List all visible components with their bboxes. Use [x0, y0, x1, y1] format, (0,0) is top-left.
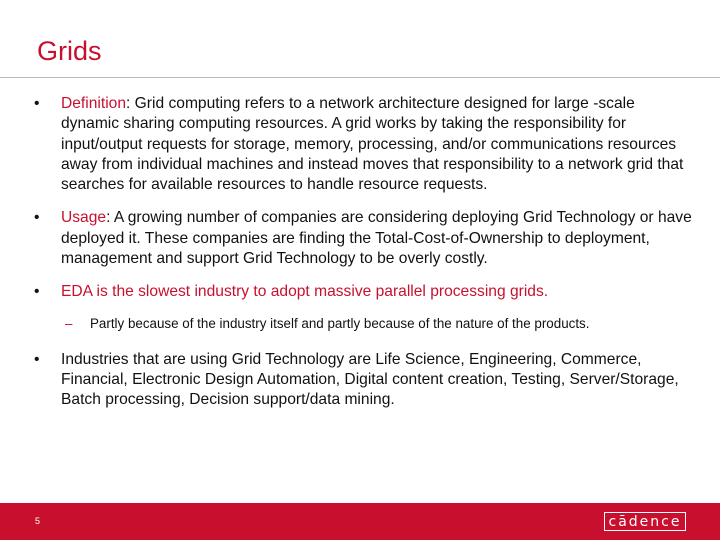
bullet-text: : Grid computing refers to a network architecture designed for large -scale dynamic sharing computing resources. A grid works by taking the responsibility for input/output requests for storage, memory, processing, and/or communications resources away from individual machines and instead moves that responsibility to a network grid that searches for available resources to handle resource requests. — [61, 95, 684, 194]
bullet-text: Industries that are using Grid Technology are Life Science, Engineering, Commerce, Financial, Electronic Design Automation, Digital content creation, Testing, Server/Storage, Batch processing, Decision support/data mining. — [61, 350, 679, 409]
bullet-text: EDA is the slowest industry to adopt massive parallel processing grids. — [61, 283, 549, 301]
bullet-text: : A growing number of companies are considering deploying Grid Technology or have deployed it. These companies are finding the Total-Cost-of-Ownership to deployment, management and support Grid Technology to be overly costly. — [61, 209, 692, 268]
bullet-usage — [34, 208, 694, 269]
sub-bullet-text: Partly because of the industry itself and partly because of the nature of the products. — [90, 315, 590, 331]
bullet-dot: • — [34, 95, 40, 112]
title-divider — [0, 77, 720, 78]
bullet-dot: • — [34, 350, 40, 368]
sub-bullet — [65, 315, 630, 332]
bullet-keyword: Definition — [61, 95, 127, 112]
bullet-dot: • — [34, 209, 40, 227]
bullet-definition — [34, 94, 694, 195]
bullet-industries — [34, 350, 694, 411]
footer-bar — [0, 503, 720, 540]
bullet-keyword: Usage — [61, 209, 107, 227]
bullet-list — [34, 94, 694, 411]
bullet-eda — [34, 282, 694, 302]
bullet-dot: • — [34, 283, 40, 301]
sub-bullet-dash: – — [65, 315, 73, 331]
page-number: 5 — [35, 516, 41, 526]
slide-title: Grids — [37, 36, 102, 66]
cadence-logo: cādence — [604, 512, 686, 531]
